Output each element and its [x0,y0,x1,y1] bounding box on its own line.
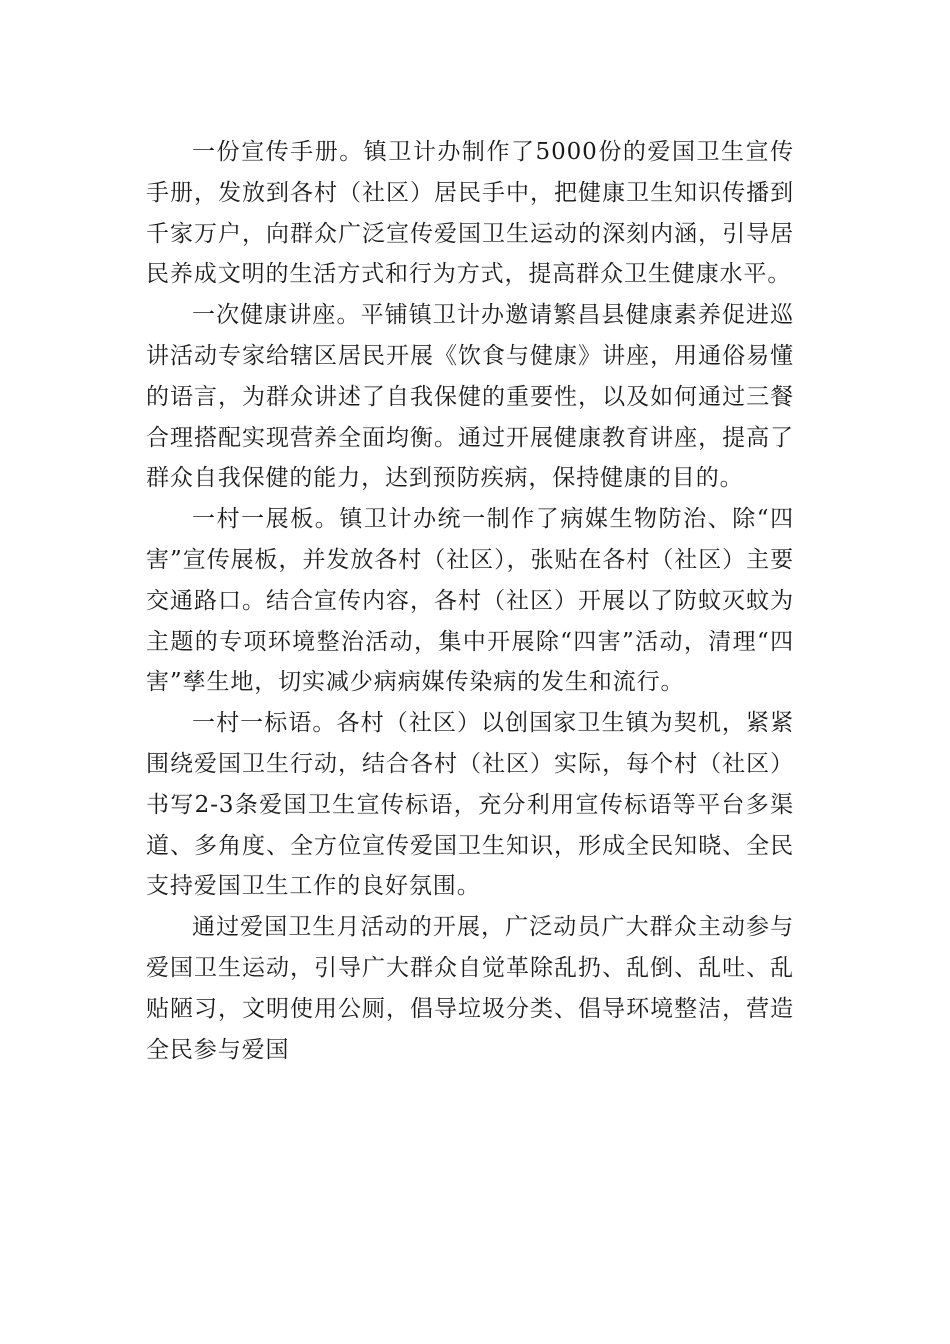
document-body [146,132,794,1070]
paragraph-village-display-board: 一村一展板。镇卫计办统一制作了病媒生物防治、除“四害”宣传展板，并发放各村（社区），张贴在各村（社区）主要交通路口。结合宣传内容，各村（社区）开展以了防蚊灭蚊为主题的专项环境整治活动，集中开展除“四害”活动，清理“四害”孳生地，切实减少病病媒传染病的发生和流行。 [146,506,794,696]
paragraph-village-slogan: 一村一标语。各村（社区）以创国家卫生镇为契机，紧紧围绕爱国卫生行动，结合各村（社区）实际，每个村（社区）书写2-3条爱国卫生宣传标语，充分利用宣传标语等平台多渠道、多角度、全方位宣传爱国卫生知识，形成全民知晓、全民支持爱国卫生工作的良好氛围。 [146,710,794,900]
paragraph-health-lecture: 一次健康讲座。平铺镇卫计办邀请繁昌县健康素养促进巡讲活动专家给辖区居民开展《饮食与健康》讲座，用通俗易懂的语言，为群众讲述了自我保健的重要性，以及如何通过三餐合理搭配实现营养全面均衡。通过开展健康教育讲座，提高了群众自我保健的能力，达到预防疾病，保持健康的目的。 [146,302,794,492]
paragraph-brochure: 一份宣传手册。镇卫计办制作了5000份的爱国卫生宣传手册，发放到各村（社区）居民手中，把健康卫生知识传播到千家万户，向群众广泛宣传爱国卫生运动的深刻内涵，引导居民养成文明的生活方式和行为方式，提高群众卫生健康水平。 [146,139,794,288]
paragraph-summary: 通过爱国卫生月活动的开展，广泛动员广大群众主动参与爱国卫生运动，引导广大群众自觉革除乱扔、乱倒、乱吐、乱贴陋习，文明使用公厕，倡导垃圾分类、倡导环境整洁，营造全民参与爱国 [146,914,794,1063]
